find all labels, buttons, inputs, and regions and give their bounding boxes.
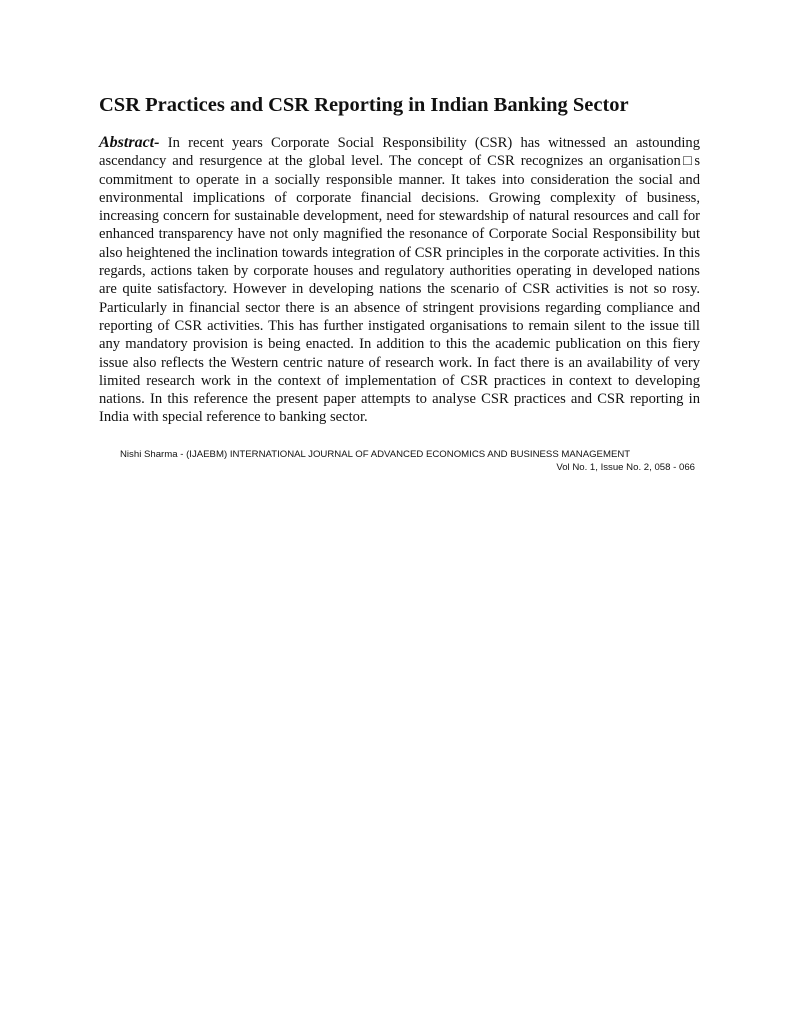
abstract-text: In recent years Corporate Social Responsibility (CSR) has witnessed an astounding ascendancy and resurgence at the global level. The concept of CSR recognizes an organisation□s commitment to operate in a socially responsible manner. It takes into consideration the social and environmental implications of corporate financial decisions. Growing complexity of business, increasing concern for sustainable development, need for stewardship of natural resources and call for enhanced transparency have not only magnified the resonance of Corporate Social Responsibility but also heightened the inclination towards integration of CSR principles in the corporate activities. In this regards, actions taken by corporate houses and regulatory authorities operating in developed nations are quite satisfactory. However in developing nations the scenario of CSR activities is not so rosy. Particularly in financial sector there is an absence of stringent provisions regarding compliance and reporting of CSR activities. This has further instigated organisations to remain silent to the issue till any mandatory provision is being enacted. In addition to this the academic publication on this fiery issue also reflects the Western centric nature of research work. In fact there is an availability of very limited research work in the context of implementation of CSR practices in context to developing nations. In this reference the present paper attempts to analyse CSR practices and CSR reporting in India with special reference to banking sector.: [99, 135, 700, 426]
abstract-label: Abstract-: [99, 134, 160, 151]
citation-journal: Nishi Sharma - (IJAEBM) INTERNATIONAL JOURNAL OF ADVANCED ECONOMICS AND BUSINESS MANAGEMENT: [120, 449, 631, 460]
citation-volume: Vol No. 1, Issue No. 2, 058 - 066: [556, 462, 695, 473]
paper-title: CSR Practices and CSR Reporting in Indian Banking Sector: [99, 94, 629, 116]
abstract-paragraph: [99, 134, 700, 427]
